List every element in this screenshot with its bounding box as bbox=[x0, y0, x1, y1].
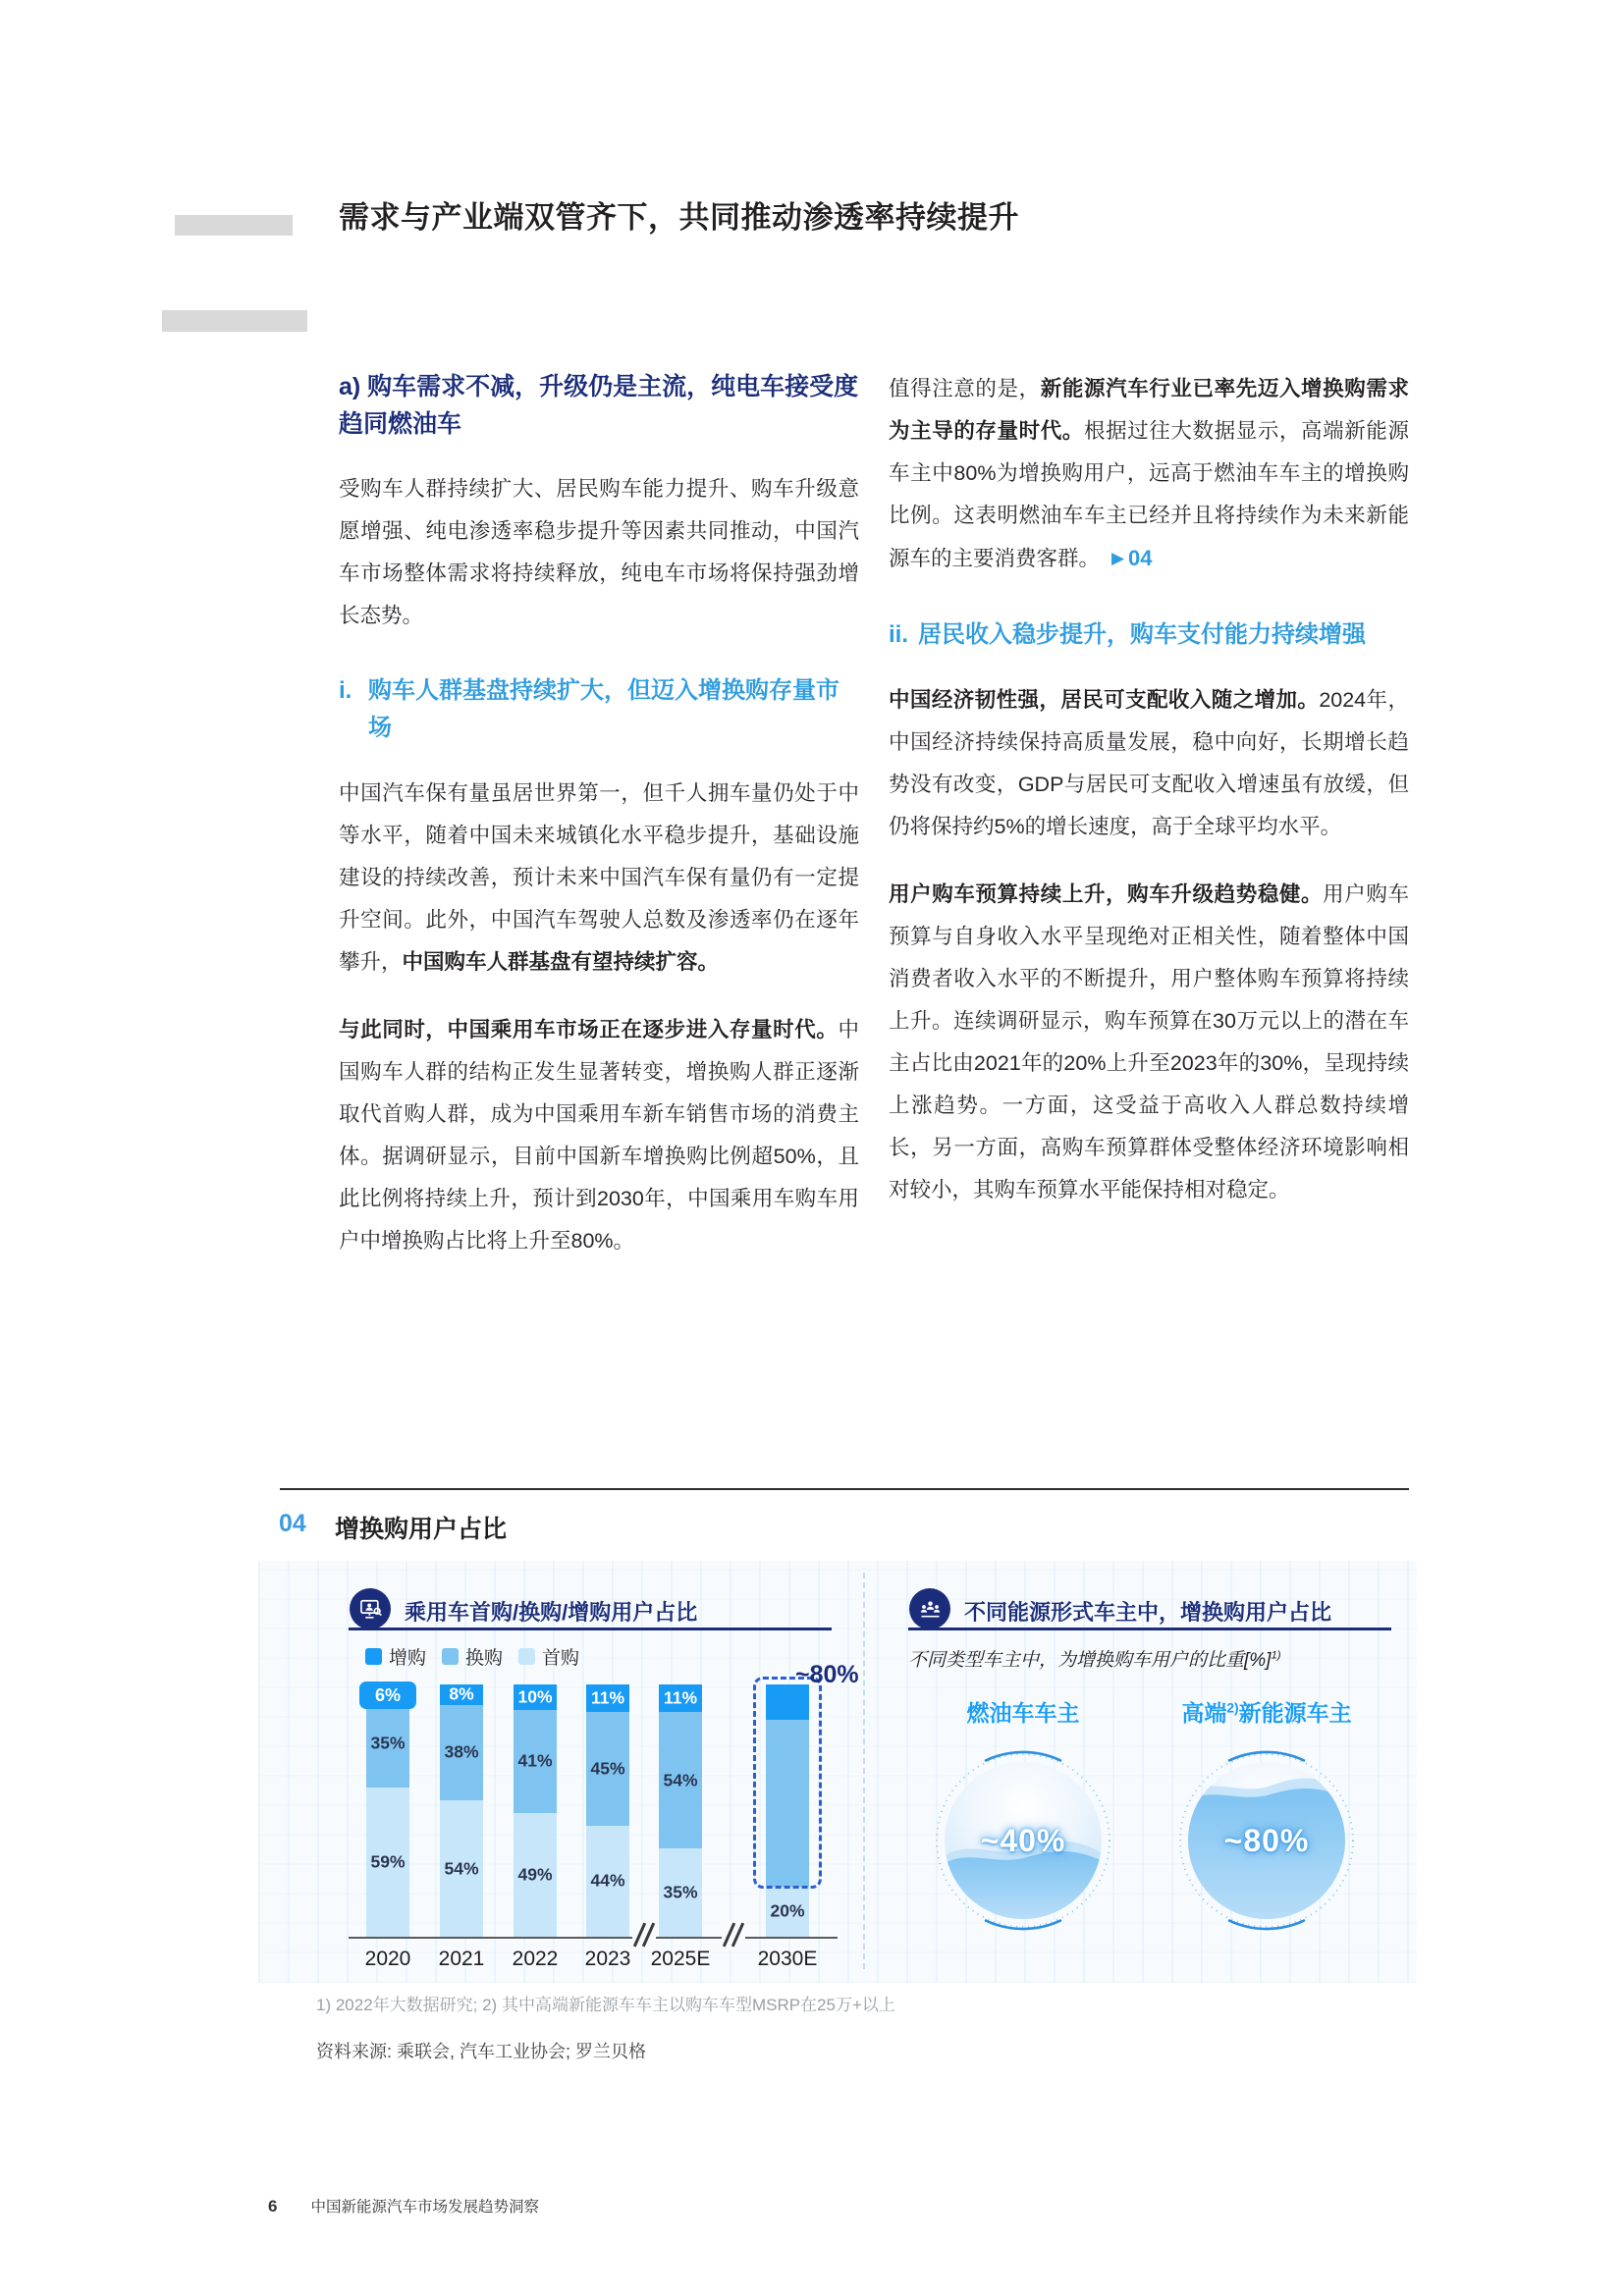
chart-legend bbox=[365, 1643, 579, 1670]
paragraph bbox=[339, 1009, 859, 1262]
bar-value-label: 10% bbox=[517, 1686, 553, 1707]
subtitle-text: 不同类型车主中，为增换购车用户的比重[%] bbox=[908, 1650, 1272, 1671]
x-axis-label: 2025E bbox=[650, 1948, 711, 1970]
bar-value-label: 59% bbox=[370, 1851, 406, 1872]
bar-value-label: 41% bbox=[517, 1750, 553, 1771]
legend-label: 首购 bbox=[542, 1648, 580, 1669]
heading-text: 购车人群基盘持续扩大，但迈入增换购存量市场 bbox=[368, 677, 839, 741]
liquid-ball bbox=[945, 1762, 1102, 1919]
paragraph-bold-text: 中国购车人群基盘有望持续扩容。 bbox=[402, 950, 720, 974]
panel-subtitle bbox=[908, 1645, 1281, 1672]
list-marker: ii. bbox=[889, 621, 909, 648]
panel-title: 乘用车首购/换购/增购用户占比 bbox=[405, 1600, 698, 1625]
bar-value-label: 8% bbox=[449, 1683, 474, 1704]
paragraph-text: 用户购车预算与自身收入水平呈现绝对正相关性，随着整体中国消费者收入水平的不断提升，用户整体购车预算将持续上升。连续调研显示，购车预算在30万元以上的潜在车主占比由2021年的20%上升至2023年的30%，呈现持续上涨趋势。一方面，这受益于高收入人群总数持续增长，另一方面，高购车预算群体受整体经济环境影响相对较小，其购车预算水平能保持相对稳定。 bbox=[889, 882, 1409, 1201]
legend-item bbox=[365, 1643, 426, 1670]
figure-footnote: 1) 2022年大数据研究; 2) 其中高端新能源车车主以购车车型MSRP在25万+以上 bbox=[316, 1996, 895, 2014]
paragraph-bold-text: 与此同时，中国乘用车市场正在逐步进入存量时代。 bbox=[339, 1018, 839, 1041]
x-axis bbox=[349, 1937, 838, 1939]
gauge-value: ~40% bbox=[980, 1822, 1066, 1858]
vehicle-owners-icon bbox=[909, 1588, 950, 1629]
owner-group-label: 燃油车车主 bbox=[966, 1700, 1080, 1726]
divider bbox=[280, 1488, 1409, 1490]
section-heading-a: a) 购车需求不减，升级仍是主流，纯电车接受度趋同燃油车 bbox=[339, 373, 859, 438]
figure-reference-link[interactable] bbox=[1111, 547, 1153, 570]
paragraph-bold-text: 新能源汽车行业已率先迈入增换购需求为主导的存量时代。 bbox=[889, 377, 1409, 443]
forecast-annotation-box bbox=[753, 1677, 822, 1889]
paragraph bbox=[889, 368, 1409, 581]
axis-break-icon bbox=[632, 1920, 656, 1949]
paragraph-bold-text: 中国经济韧性强，居民可支配收入随之增加。 bbox=[889, 688, 1320, 712]
page-title: 需求与产业端双管齐下，共同推动渗透率持续提升 bbox=[339, 200, 1019, 235]
list-marker: i. bbox=[339, 677, 352, 704]
paragraph-text: 中国汽车保有量虽居世界第一，但千人拥车量仍处于中等水平，随着中国未来城镇化水平稳步提升，基础设施建设的持续改善，预计未来中国汽车保有量仍有一定提升空间。此外，中国汽车驾驶人总数及渗透率仍在逐年攀升， bbox=[339, 781, 859, 974]
legend-item bbox=[518, 1643, 579, 1670]
bar-value-label: 44% bbox=[590, 1870, 625, 1891]
bar-value-label: 35% bbox=[663, 1882, 698, 1902]
bar-value-label: 45% bbox=[590, 1758, 625, 1779]
page-footer bbox=[268, 2195, 539, 2216]
panel-title-underline bbox=[908, 1628, 1391, 1630]
paragraph-text: 中国购车人群的结构正发生显著转变，增换购人群正逐渐取代首购人群，成为中国乘用车新车销售市场的消费主体。据调研显示，目前中国新车增换购比例超50%，且此比例将持续上升，预计到2030年，中国乘用车购车用户中增换购占比将上升至80%。 bbox=[339, 1018, 859, 1253]
legend-item bbox=[442, 1643, 503, 1670]
owner-group-label: 高端$^{2)}$新能源车主 bbox=[1181, 1700, 1352, 1726]
bar-value-label: 54% bbox=[444, 1857, 479, 1878]
x-axis-label: 2020 bbox=[364, 1948, 411, 1970]
legend-swatch bbox=[365, 1648, 382, 1665]
decor-bar bbox=[175, 215, 293, 236]
footer-title: 中国新能源汽车市场发展趋势洞察 bbox=[310, 2199, 539, 2216]
legend-swatch bbox=[518, 1648, 535, 1665]
bar-value-label: 11% bbox=[663, 1687, 698, 1708]
left-column bbox=[339, 368, 859, 1262]
bar-value-label: 54% bbox=[663, 1769, 698, 1789]
liquid-gauge bbox=[930, 1747, 1116, 1934]
figure-reference-number: 04 bbox=[1128, 546, 1153, 570]
x-axis-label: 2022 bbox=[512, 1948, 559, 1970]
paragraph-bold-text: 用户购车预算持续上升，购车升级趋势稳健。 bbox=[889, 882, 1324, 906]
bar-plot bbox=[280, 1661, 869, 1993]
figure-number: 04 bbox=[279, 1510, 306, 1537]
paragraph-text: 2024年，中国经济持续保持高质量发展，稳中向好，长期增长趋势没有改变，GDP与居民可支配收入增速虽有放缓，但仍将保持约5%的增长速度，高于全球平均水平。 bbox=[889, 688, 1409, 838]
heading-text: 居民收入稳步提升，购车支付能力持续增强 bbox=[918, 621, 1366, 648]
legend-swatch bbox=[442, 1648, 459, 1665]
page-number: 6 bbox=[268, 2197, 278, 2216]
liquid-ball bbox=[1188, 1762, 1345, 1919]
bar-value-label: 49% bbox=[517, 1864, 553, 1885]
right-column bbox=[889, 368, 1409, 1211]
bar-value-badge: 6% bbox=[359, 1682, 416, 1709]
paragraph bbox=[889, 679, 1409, 848]
bar-value-label: 38% bbox=[444, 1741, 479, 1762]
paragraph-text: 值得注意的是， bbox=[889, 377, 1041, 400]
axis-break-icon bbox=[722, 1920, 745, 1949]
x-axis-label: 2021 bbox=[438, 1948, 485, 1970]
subsection-heading-ii bbox=[889, 616, 1409, 654]
decor-bar bbox=[162, 310, 307, 332]
paragraph bbox=[889, 874, 1409, 1211]
gauge-value: ~80% bbox=[1223, 1822, 1310, 1858]
paragraph bbox=[339, 773, 859, 984]
figure-source: 资料来源: 乘联会, 汽车工业协会; 罗兰贝格 bbox=[316, 2042, 647, 2061]
panel-title: 不同能源形式车主中，增换购用户占比 bbox=[964, 1600, 1332, 1625]
subsection-heading-i bbox=[339, 672, 859, 747]
figure-title: 增换购用户占比 bbox=[335, 1516, 508, 1543]
forecast-annotation-label: ~80% bbox=[795, 1661, 859, 1688]
x-axis-label: 2023 bbox=[584, 1948, 631, 1970]
bar-value-label: 35% bbox=[370, 1733, 406, 1753]
legend-label: 增购 bbox=[389, 1648, 427, 1669]
x-axis-label: 2030E bbox=[757, 1948, 818, 1970]
bar-value-label: 11% bbox=[590, 1687, 625, 1708]
panel-title-underline bbox=[349, 1628, 832, 1630]
arrow-right-icon: ▶ bbox=[1110, 549, 1125, 567]
liquid-gauge bbox=[1173, 1747, 1360, 1934]
legend-label: 换购 bbox=[465, 1648, 504, 1669]
paragraph-text: 根据过往大数据显示，高端新能源车主中80%为增换购用户，远高于燃油车车主的增换购比例。这表明燃油车车主已经并且将持续作为未来新能源车的主要消费客群。 bbox=[889, 419, 1409, 570]
paragraph-text: 受购车人群持续扩大、居民购车能力提升、购车升级意愿增强、纯电渗透率稳步提升等因素共同推动，中国汽车市场整体需求将持续释放，纯电车市场将保持强劲增长态势。 bbox=[339, 477, 859, 627]
paragraph bbox=[339, 468, 859, 637]
bar-value-label: 20% bbox=[770, 1900, 805, 1921]
footnote-marker: 1) bbox=[1271, 1649, 1281, 1662]
chart-monitor-icon bbox=[350, 1588, 391, 1629]
